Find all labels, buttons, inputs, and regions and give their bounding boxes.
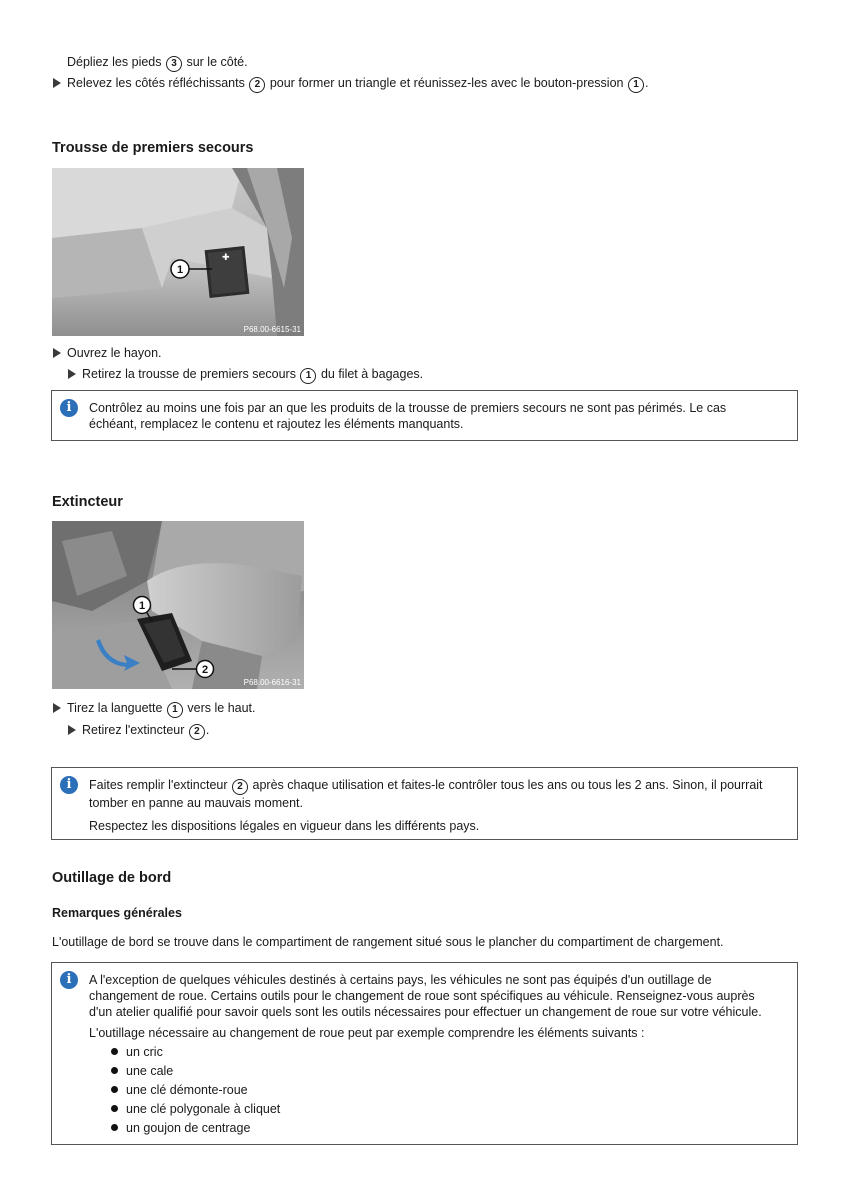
info-text: Respectez les dispositions légales en vigueur dans les différents pays.	[89, 819, 480, 833]
step-text: pour former un triangle et réunissez-les avec le bouton-pression	[269, 76, 624, 90]
info-text: échéant, remplacez le contenu et rajoutez les éléments manquants.	[89, 417, 464, 431]
step-text: Dépliez les pieds	[67, 55, 162, 69]
list-item-text: une clé démonte-roue	[126, 1083, 248, 1097]
list-item-text: une cale	[126, 1064, 174, 1078]
step-text: vers le haut.	[187, 701, 256, 715]
list-item	[111, 1081, 762, 1100]
step-text: Ouvrez le hayon.	[67, 346, 162, 360]
info-icon: i	[60, 776, 78, 794]
list-item-text: un goujon de centrage	[126, 1121, 251, 1135]
info-text: Contrôlez au moins une fois par an que les produits de la trousse de premiers secours ne sont pas périmés. Le cas	[89, 401, 727, 415]
step-text: sur le côté.	[186, 55, 248, 69]
info-text: changement de roue. Certains outils pour le changement de roue sont spécifiques au véhicule. Renseignez-vous auprès	[89, 989, 755, 1003]
step-pull-tab	[53, 700, 256, 718]
info-text	[89, 777, 763, 795]
step-text: Relevez les côtés réfléchissants	[67, 76, 245, 90]
callout-number: 2	[232, 779, 248, 795]
photo-callout-1: 1	[138, 600, 146, 612]
callout-number: 1	[628, 77, 644, 93]
info-text-part: après chaque utilisation et faites-le contrôler tous les ans ou tous les 2 ans. Sinon, il pourrait	[252, 778, 763, 792]
extinguisher-photo	[52, 521, 304, 689]
bullet-icon	[111, 1124, 118, 1131]
info-text: tomber en panne au mauvais moment.	[89, 796, 304, 810]
triangle-arrow-icon	[68, 369, 76, 379]
image-code: P68.00-6616-31	[243, 678, 301, 687]
triangle-arrow-icon	[68, 725, 76, 735]
list-item	[111, 1043, 762, 1062]
step-text: .	[205, 723, 210, 737]
step-raise-sides	[53, 75, 648, 93]
list-item	[111, 1100, 762, 1119]
info-box-extinguisher	[51, 767, 798, 840]
info-text-part: Faites remplir l'extincteur	[89, 778, 228, 792]
section-title-extinguisher: Extincteur	[52, 494, 123, 510]
step-unfold-feet	[67, 54, 248, 72]
svg-text:✚: ✚	[222, 253, 230, 263]
tools-list	[111, 1043, 762, 1138]
step-text: du filet à bagages.	[320, 367, 424, 381]
step-text: Retirez l'extincteur	[82, 723, 185, 737]
triangle-arrow-icon	[53, 703, 61, 713]
triangle-arrow-icon	[53, 78, 61, 88]
photo-callout-2: 2	[201, 664, 209, 676]
info-icon: i	[60, 971, 78, 989]
bullet-icon	[111, 1048, 118, 1055]
callout-number: 1	[167, 702, 183, 718]
callout-number: 2	[249, 77, 265, 93]
step-text: .	[644, 76, 649, 90]
info-box-first-aid	[51, 390, 798, 441]
triangle-arrow-icon	[53, 348, 61, 358]
subsection-title-general: Remarques générales	[52, 906, 182, 920]
bullet-icon	[111, 1086, 118, 1093]
section-title-first-aid: Trousse de premiers secours	[52, 140, 254, 156]
callout-number: 1	[300, 368, 316, 384]
first-aid-kit-photo	[52, 168, 304, 336]
image-code: P68.00-6615-31	[243, 325, 301, 334]
bullet-icon	[111, 1067, 118, 1074]
info-text: A l'exception de quelques véhicules destinés à certains pays, les véhicules ne sont pas équipés d'un outillage de	[89, 973, 712, 987]
list-item	[111, 1119, 762, 1138]
step-remove-extinguisher	[68, 722, 209, 740]
step-remove-kit	[68, 366, 423, 384]
info-text: L'outillage nécessaire au changement de roue peut par exemple comprendre les éléments suivants :	[89, 1026, 645, 1040]
step-open-tailgate	[53, 345, 162, 361]
list-item	[111, 1062, 762, 1081]
step-text: Tirez la languette	[67, 701, 163, 715]
bullet-icon	[111, 1105, 118, 1112]
info-icon: i	[60, 399, 78, 417]
info-box-tools	[51, 962, 798, 1145]
tools-paragraph: L'outillage de bord se trouve dans le compartiment de rangement situé sous le plancher du compartiment de chargement.	[52, 935, 724, 949]
photo-callout-1: 1	[176, 264, 184, 276]
info-text: d'un atelier qualifié pour savoir quels sont les outils nécessaires pour effectuer un changement de roue sur votre véhicule.	[89, 1005, 762, 1019]
list-item-text: une clé polygonale à cliquet	[126, 1102, 281, 1116]
callout-number: 2	[189, 724, 205, 740]
step-text: Retirez la trousse de premiers secours	[82, 367, 296, 381]
section-title-tools: Outillage de bord	[52, 870, 172, 886]
callout-number: 3	[166, 56, 182, 72]
list-item-text: un cric	[126, 1045, 163, 1059]
